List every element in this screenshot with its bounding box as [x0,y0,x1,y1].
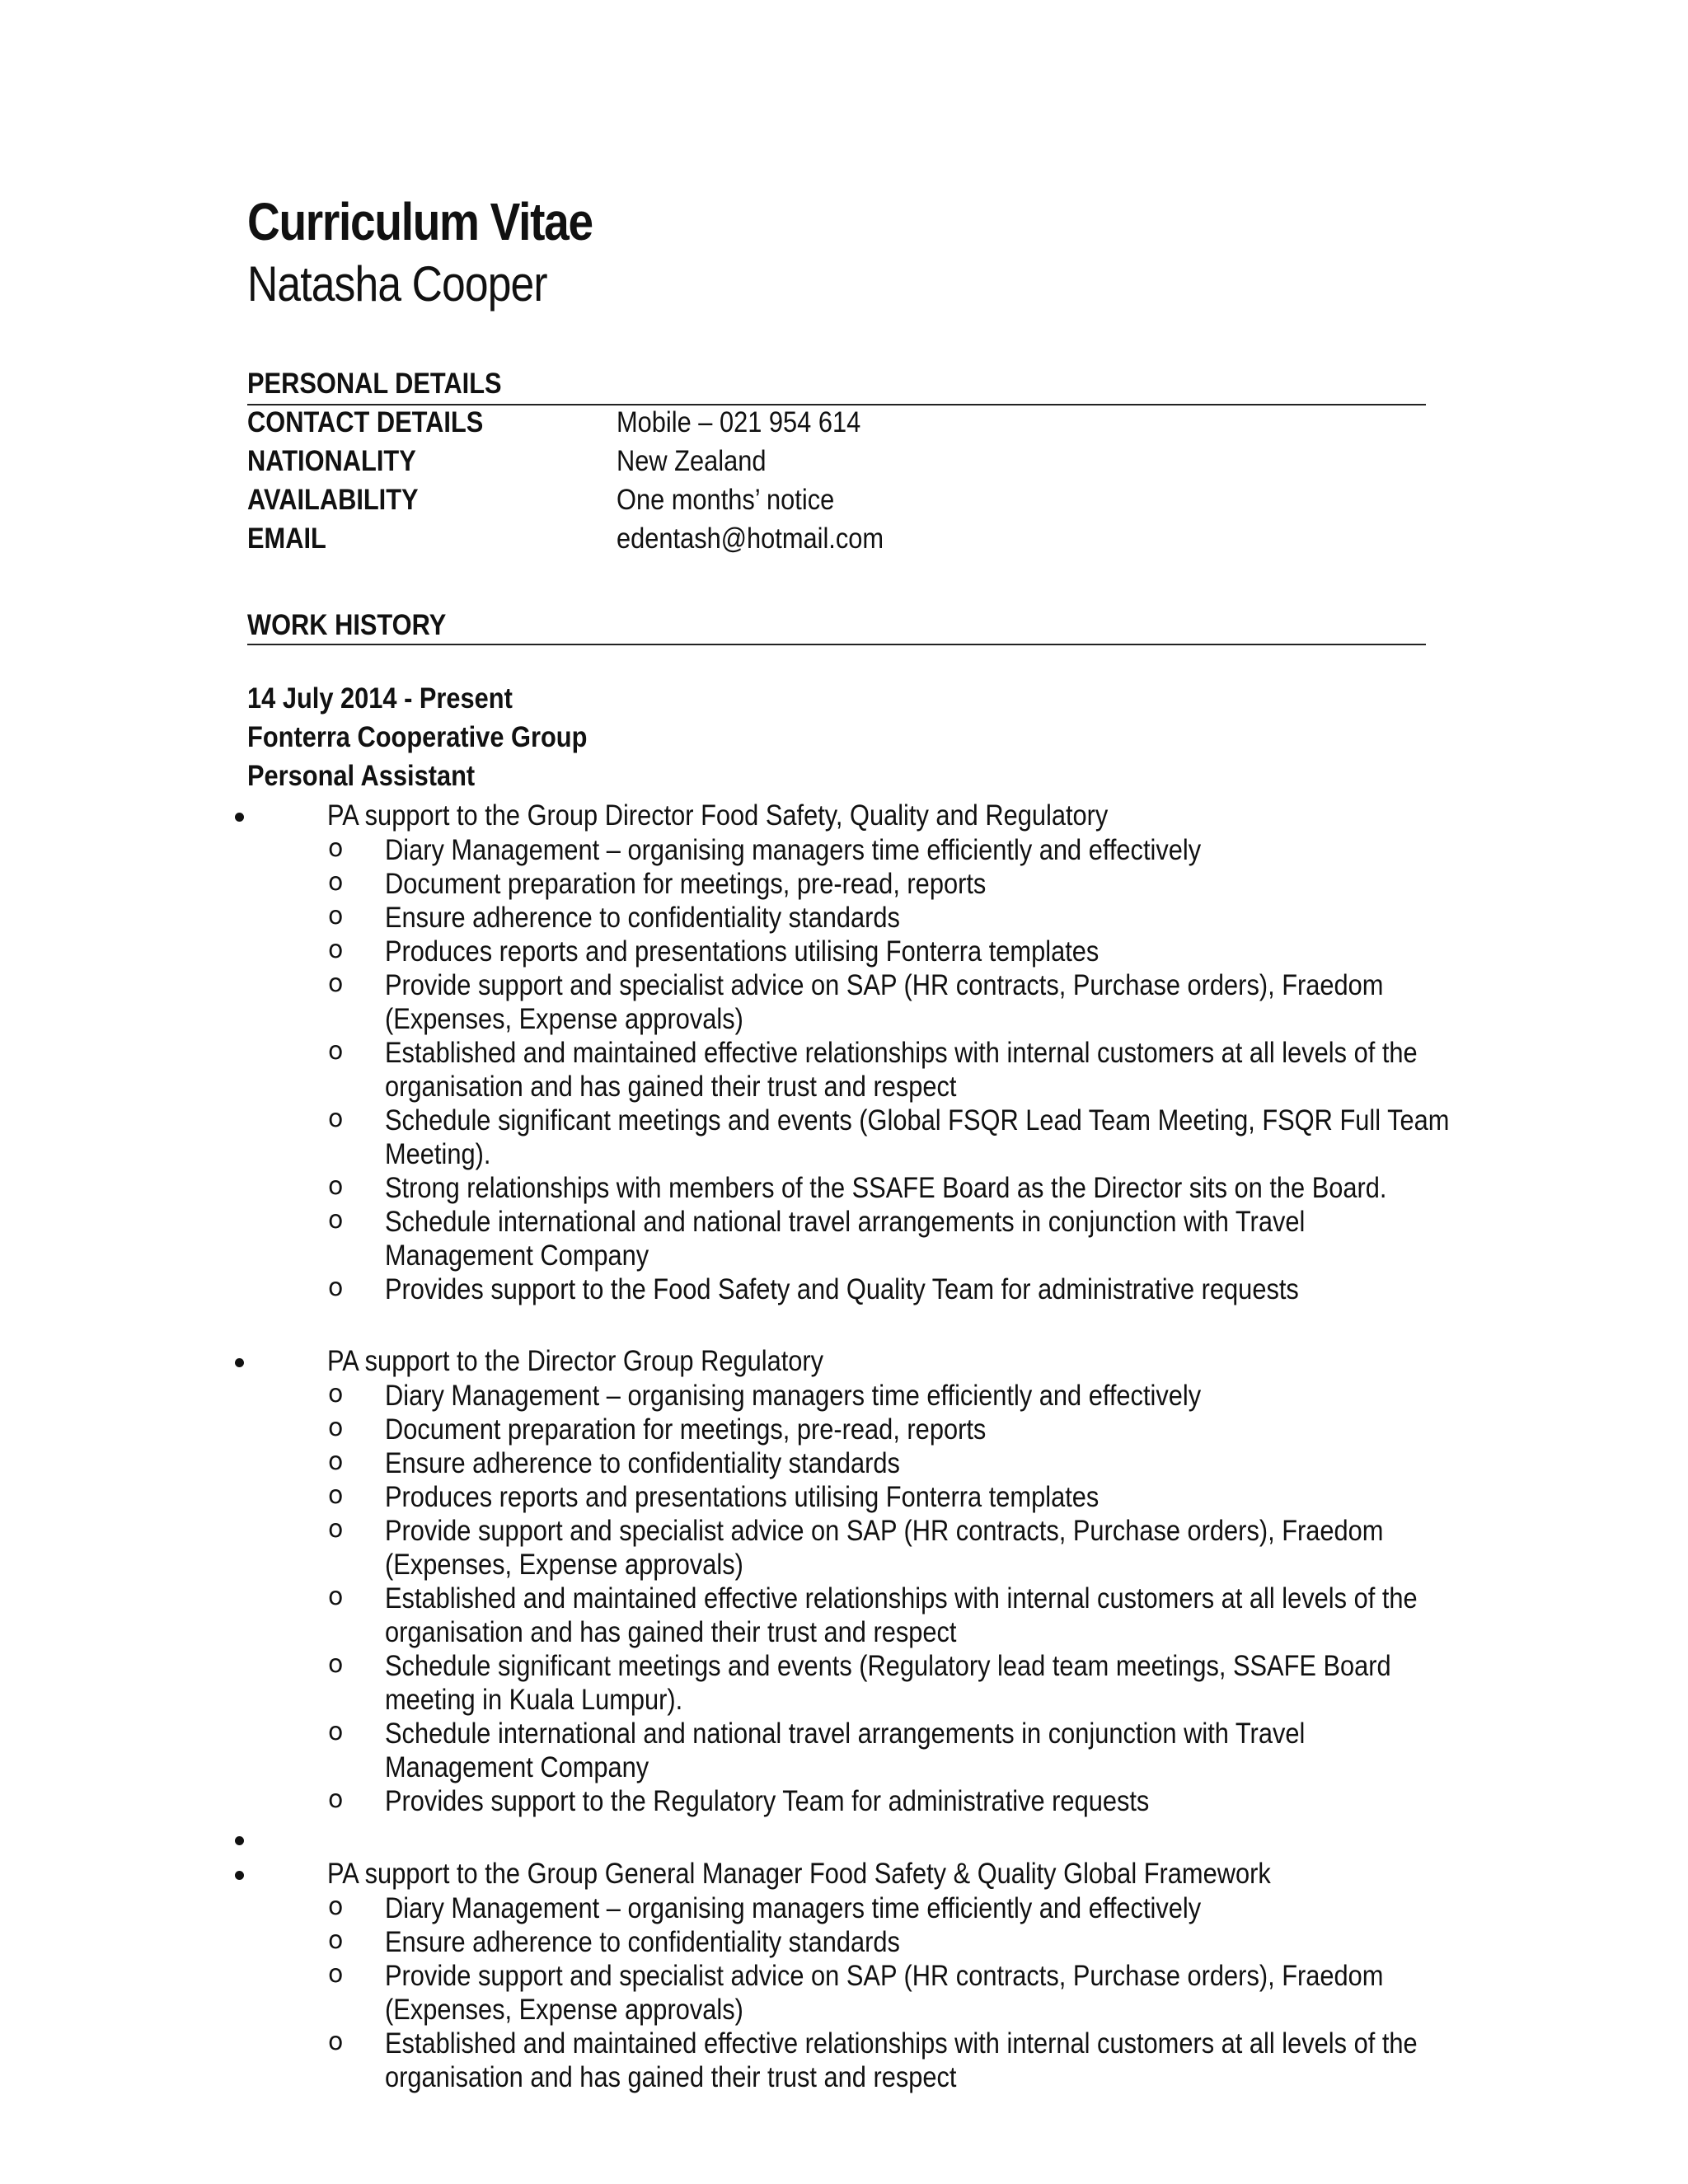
duty-item: Provides support to the Food Safety and Quality Team for administrative requests [385,1273,1299,1305]
section-divider [247,404,1426,405]
sub-bullet-marker: o [328,868,344,897]
sub-bullet-marker: o [328,1481,344,1510]
document-title: Curriculum Vitae [247,192,593,251]
sub-bullet-marker: o [328,1650,344,1679]
sub-bullet-marker: o [328,1172,344,1201]
duty-item: Schedule significant meetings and events (Global FSQR Lead Team Meeting, FSQR Full Team Meeting). [385,1104,1450,1170]
contact-details-label: CONTACT DETAILS [247,406,484,438]
sub-bullet-marker: o [328,834,344,863]
work-history-heading: WORK HISTORY [247,609,447,641]
sub-bullet-marker: o [328,935,344,964]
bullet-marker [235,1836,244,1845]
duty-item: Established and maintained effective relationships with internal customers at all levels of the organisation and has gained their trust and respect [385,1037,1418,1103]
email-label: EMAIL [247,523,326,555]
sub-bullet-marker: o [328,1273,344,1302]
sub-bullet-marker: o [328,2027,344,2056]
duty-item: Produces reports and presentations utilising Fonterra templates [385,1481,1100,1513]
duty-item: Diary Management – organising managers time efficiently and effectively [385,834,1202,866]
duty-item: Schedule international and national travel arrangements in conjunction with Travel Management Company [385,1206,1306,1272]
sub-bullet-marker: o [328,1104,344,1133]
bullet-marker [235,1871,244,1880]
availability-label: AVAILABILITY [247,484,419,516]
duty-item: Document preparation for meetings, pre-read, reports [385,868,987,900]
responsibility-heading: PA support to the Group Director Food Safety, Quality and Regulatory [327,799,1109,832]
sub-bullet-marker: o [328,1206,344,1235]
bullet-marker [235,1358,244,1367]
duty-item: Strong relationships with members of the SSAFE Board as the Director sits on the Board. [385,1172,1387,1204]
duty-item: Established and maintained effective relationships with internal customers at all levels of the organisation and has gained their trust and respect [385,1582,1418,1648]
duty-item: Produces reports and presentations utilising Fonterra templates [385,935,1100,968]
availability-value: One months’ notice [617,484,835,516]
nationality-label: NATIONALITY [247,445,416,477]
job-role: Personal Assistant [247,760,476,792]
responsibility-heading: PA support to the Director Group Regulatory [327,1345,824,1377]
sub-bullet-marker: o [328,1785,344,1814]
duty-item: Document preparation for meetings, pre-read, reports [385,1413,987,1446]
section-divider [247,644,1426,645]
sub-bullet-marker: o [328,1960,344,1989]
sub-bullet-marker: o [328,1515,344,1544]
duty-item: Ensure adherence to confidentiality standards [385,1447,900,1479]
sub-bullet-marker: o [328,1926,344,1955]
duty-item: Provide support and specialist advice on SAP (HR contracts, Purchase orders), Fraedom (Expenses, Expense approvals) [385,1515,1384,1581]
duty-item: Schedule significant meetings and events (Regulatory lead team meetings, SSAFE Board meeting in Kuala Lumpur). [385,1650,1391,1716]
sub-bullet-marker: o [328,902,344,930]
sub-bullet-marker: o [328,1582,344,1611]
sub-bullet-marker: o [328,1413,344,1442]
contact-details-value: Mobile – 021 954 614 [617,406,861,438]
duty-item: Established and maintained effective relationships with internal customers at all levels of the organisation and has gained their trust and respect [385,2027,1418,2093]
sub-bullet-marker: o [328,1892,344,1921]
candidate-name: Natasha Cooper [247,256,547,312]
sub-bullet-marker: o [328,1037,344,1066]
personal-details-heading: PERSONAL DETAILS [247,368,502,400]
responsibility-heading: PA support to the Group General Manager Food Safety & Quality Global Framework [327,1858,1271,1890]
nationality-value: New Zealand [617,445,767,477]
duty-item: Diary Management – organising managers time efficiently and effectively [385,1892,1202,1924]
sub-bullet-marker: o [328,1380,344,1408]
job-dates: 14 July 2014 - Present [247,682,513,715]
duty-item: Provide support and specialist advice on SAP (HR contracts, Purchase orders), Fraedom (Expenses, Expense approvals) [385,1960,1384,2026]
sub-bullet-marker: o [328,1718,344,1746]
duty-item: Ensure adherence to confidentiality standards [385,1926,900,1958]
duty-item: Provide support and specialist advice on SAP (HR contracts, Purchase orders), Fraedom (Expenses, Expense approvals) [385,969,1384,1035]
job-company: Fonterra Cooperative Group [247,721,588,753]
bullet-marker [235,813,244,822]
sub-bullet-marker: o [328,1447,344,1476]
duty-item: Ensure adherence to confidentiality standards [385,902,900,934]
duty-item: Provides support to the Regulatory Team for administrative requests [385,1785,1150,1817]
duty-item: Diary Management – organising managers time efficiently and effectively [385,1380,1202,1412]
email-value: edentash@hotmail.com [617,523,884,555]
duty-item: Schedule international and national travel arrangements in conjunction with Travel Management Company [385,1718,1306,1783]
sub-bullet-marker: o [328,969,344,998]
